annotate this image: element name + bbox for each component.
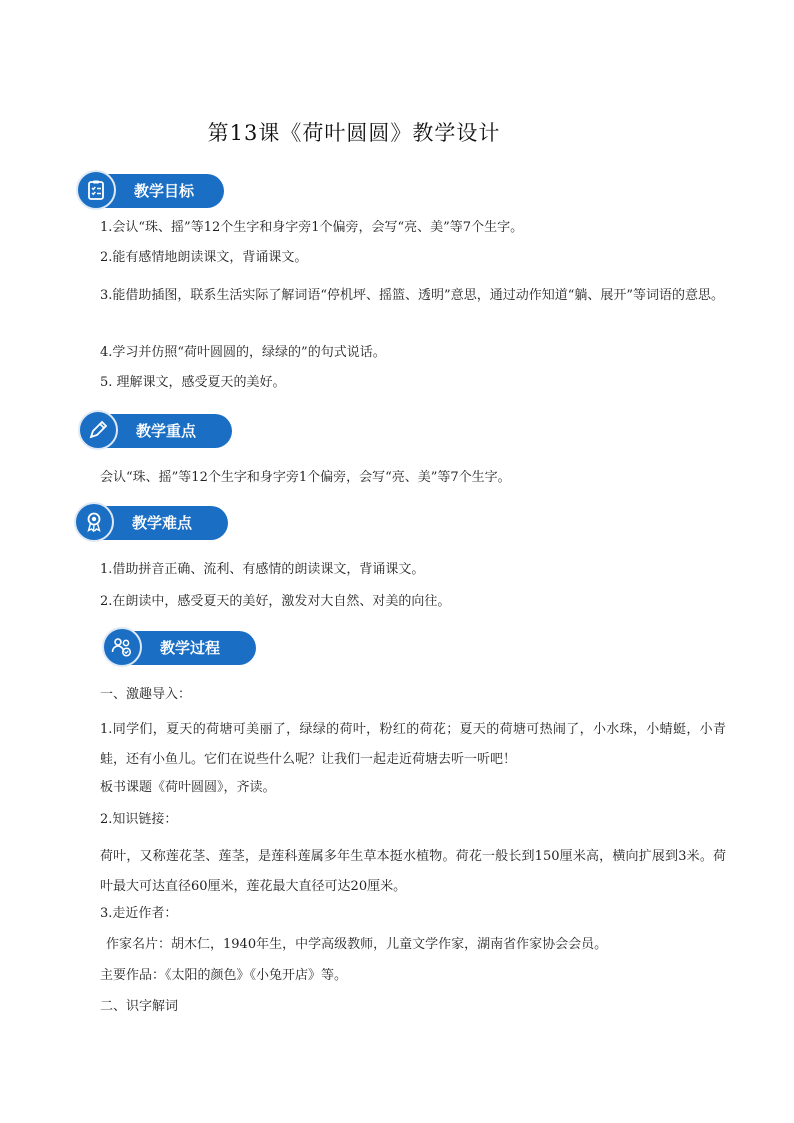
section-heading-key-points: 教学重点 bbox=[100, 414, 232, 448]
section-badge-difficulties bbox=[74, 502, 230, 544]
group-people-icon bbox=[102, 627, 142, 667]
process-item: 板书课题《荷叶圆圆》，齐读。 bbox=[100, 780, 276, 795]
process-item: 作家名片：胡木仁，1940年生，中学高级教师，儿童文学作家，湖南省作家协会会员。 bbox=[106, 937, 608, 952]
objective-item: 1.会认“珠、摇”等12个生字和身字旁1个偏旁，会写“亮、美”等7个生字。 bbox=[100, 220, 524, 235]
section-heading-process: 教学过程 bbox=[124, 631, 256, 665]
difficulty-item: 2.在朗读中，感受夏天的美好，激发对大自然、对美的向往。 bbox=[100, 594, 451, 609]
section-badge-objectives bbox=[76, 170, 226, 212]
process-item: 一、激趣导入： bbox=[100, 687, 192, 702]
section-badge-process bbox=[102, 627, 258, 669]
objective-item: 2.能有感情地朗读课文，背诵课文。 bbox=[100, 250, 308, 265]
process-item: 荷叶，又称莲花茎、莲茎，是莲科莲属多年生草本挺水植物。荷花一般长到150厘米高，横向扩展到3米。荷叶最大可达直径60厘米，莲花最大直径可达20厘米。 bbox=[100, 849, 726, 894]
section-badge-key-points bbox=[78, 410, 234, 452]
section-heading-objectives: 教学目标 bbox=[98, 174, 224, 208]
objective-item: 3.能借助插图，联系生活实际了解词语“停机坪、摇篮、透明”意思，通过动作知道“躺、展开”等词语的意思。 bbox=[100, 288, 724, 303]
process-item: 1.同学们，夏天的荷塘可美丽了，绿绿的荷叶，粉红的荷花；夏天的荷塘可热闹了，小水珠，小蜻蜓，小青蛙，还有小鱼儿。它们在说些什么呢？让我们一起走近荷塘去听一听吧！ bbox=[100, 722, 726, 767]
page-title: 第13课《荷叶圆圆》教学设计 bbox=[207, 121, 501, 146]
process-item: 主要作品：《太阳的颜色》《小兔开店》等。 bbox=[100, 968, 348, 983]
process-item: 2.知识链接： bbox=[100, 812, 178, 827]
pencil-icon bbox=[78, 410, 118, 450]
objective-item: 5. 理解课文，感受夏天的美好。 bbox=[100, 375, 286, 390]
key-point-item: 会认“珠、摇”等12个生字和身字旁1个偏旁，会写“亮、美”等7个生字。 bbox=[100, 470, 511, 485]
objective-item: 4.学习并仿照“荷叶圆圆的，绿绿的”的句式说话。 bbox=[100, 345, 386, 360]
process-item: 二、识字解词 bbox=[100, 999, 179, 1014]
award-ribbon-icon bbox=[74, 502, 114, 542]
difficulty-item: 1.借助拼音正确、流利、有感情的朗读课文，背诵课文。 bbox=[100, 562, 425, 577]
section-heading-difficulties: 教学难点 bbox=[96, 506, 228, 540]
clipboard-checklist-icon bbox=[76, 170, 116, 210]
process-item: 3.走近作者： bbox=[100, 906, 178, 921]
